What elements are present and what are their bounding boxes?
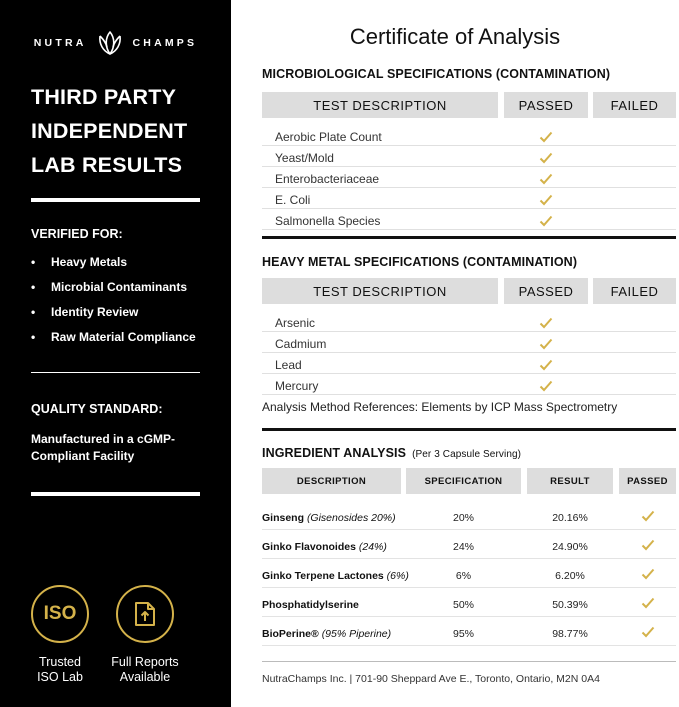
specification-value: 50% [452,599,474,611]
passed-check-icon [539,358,553,370]
ingredient-name: BioPerine® (95% Piperine) [262,628,392,640]
iso-badge-label: Trusted ISO Lab [37,655,83,684]
footer-address: NutraChamps Inc. | 701-90 Sheppard Ave E., Toronto, Ontario, M2N 0A4 [262,673,600,685]
ingredient-detail: (Gisenosides 20%) [306,512,396,524]
table-row [262,209,676,230]
ingredient-header-passed: PASSED [619,468,676,494]
specification-value: 95% [452,628,474,640]
table-row [262,530,676,559]
headline-line: INDEPENDENT [31,119,188,143]
brand-logo [0,30,231,56]
passed-check-icon [539,130,553,142]
iso-badge-text: ISO [43,603,77,624]
footer-divider [262,661,676,662]
passed-check-icon [539,379,553,391]
ingredient-detail: (24%) [358,541,387,553]
passed-check-icon [641,509,655,521]
divider [31,492,200,496]
passed-check-icon [641,567,655,579]
quality-text: Manufactured in a cGMP-Compliant Facility [31,432,176,463]
analysis-method-note: Analysis Method References: Elements by ICP Mass Spectrometry [262,400,618,414]
table-row [262,188,676,209]
headline-line: THIRD PARTY [31,85,177,109]
result-value: 98.77% [552,628,588,640]
result-value: 6.20% [555,570,585,582]
micro-header-description: TEST DESCRIPTION [262,92,498,118]
test-name: Mercury [275,379,319,393]
page-title: Certificate of Analysis [349,24,561,49]
specification-value: 24% [452,541,474,553]
micro-header-failed: FAILED [593,92,676,118]
test-name: Yeast/Mold [275,151,334,165]
sidebar-headline [31,80,221,182]
result-value: 24.90% [552,541,588,553]
passed-check-icon [641,625,655,637]
passed-check-icon [539,214,553,226]
passed-check-icon [539,316,553,328]
verified-list [31,255,196,355]
test-name: Lead [275,358,302,372]
heavy-section-title: HEAVY METAL SPECIFICATIONS (CONTAMINATION) [262,255,578,269]
list-item: • Heavy Metals [31,255,128,269]
table-row [262,559,676,588]
test-name: Aerobic Plate Count [275,130,382,144]
table-row [262,167,676,188]
sidebar [0,0,231,707]
divider [31,198,200,202]
brand-word-right: CHAMPS [132,37,198,49]
table-row [262,588,676,617]
micro-section-title: MICROBIOLOGICAL SPECIFICATIONS (CONTAMINATION) [262,67,611,81]
ingredient-name: Ginko Flavonoides (24%) [262,541,387,553]
result-value: 50.39% [552,599,588,611]
brand-word-left: NUTRA [33,37,87,49]
list-item: • Identity Review [31,305,139,319]
specification-value: 6% [455,570,472,582]
result-value: 20.16% [552,512,588,524]
test-name: Enterobacteriaceae [275,172,380,186]
ingredient-header-description: DESCRIPTION [262,468,401,494]
ingredient-detail: (95% Piperine) [321,628,392,640]
table-row [262,311,676,332]
ingredient-detail: (6%) [386,570,409,582]
reports-badge-label: Full Reports Available [111,655,179,684]
specification-value: 20% [452,512,474,524]
section-rule [262,428,676,431]
table-row [262,353,676,374]
test-name: Arsenic [275,316,316,330]
list-item: • Microbial Contaminants [31,280,188,294]
divider [31,372,200,373]
iso-badge-icon [31,585,89,643]
table-row [262,501,676,530]
ingredient-name: Phosphatidylserine [262,599,359,611]
heavy-header-description: TEST DESCRIPTION [262,278,498,304]
table-row [262,125,676,146]
table-row [262,374,676,395]
passed-check-icon [641,596,655,608]
passed-check-icon [539,151,553,163]
ingredient-section-title: INGREDIENT ANALYSIS (Per 3 Capsule Serving) [262,446,522,460]
test-name: Cadmium [275,337,327,351]
test-name: E. Coli [275,193,311,207]
ingredient-subtitle: (Per 3 Capsule Serving) [412,449,522,460]
passed-check-icon [539,337,553,349]
micro-header-passed: PASSED [504,92,588,118]
ingredient-name: Ginseng (Gisenosides 20%) [262,512,396,524]
table-row [262,146,676,167]
test-name: Salmonella Species [275,214,381,228]
upload-document-icon [116,585,174,643]
ingredient-header-specification: SPECIFICATION [406,468,521,494]
table-row [262,332,676,353]
verified-title: VERIFIED FOR: [31,227,123,241]
lotus-logo-icon [95,30,125,56]
table-row [262,617,676,646]
ingredient-name: Ginko Terpene Lactones (6%) [262,570,409,582]
section-rule [262,236,676,239]
headline-line: LAB RESULTS [31,153,183,177]
ingredient-header-result: RESULT [527,468,613,494]
passed-check-icon [641,538,655,550]
heavy-header-failed: FAILED [593,278,676,304]
heavy-header-passed: PASSED [504,278,588,304]
passed-check-icon [539,193,553,205]
passed-check-icon [539,172,553,184]
list-item: • Raw Material Compliance [31,330,196,344]
quality-title: QUALITY STANDARD: [31,402,163,416]
